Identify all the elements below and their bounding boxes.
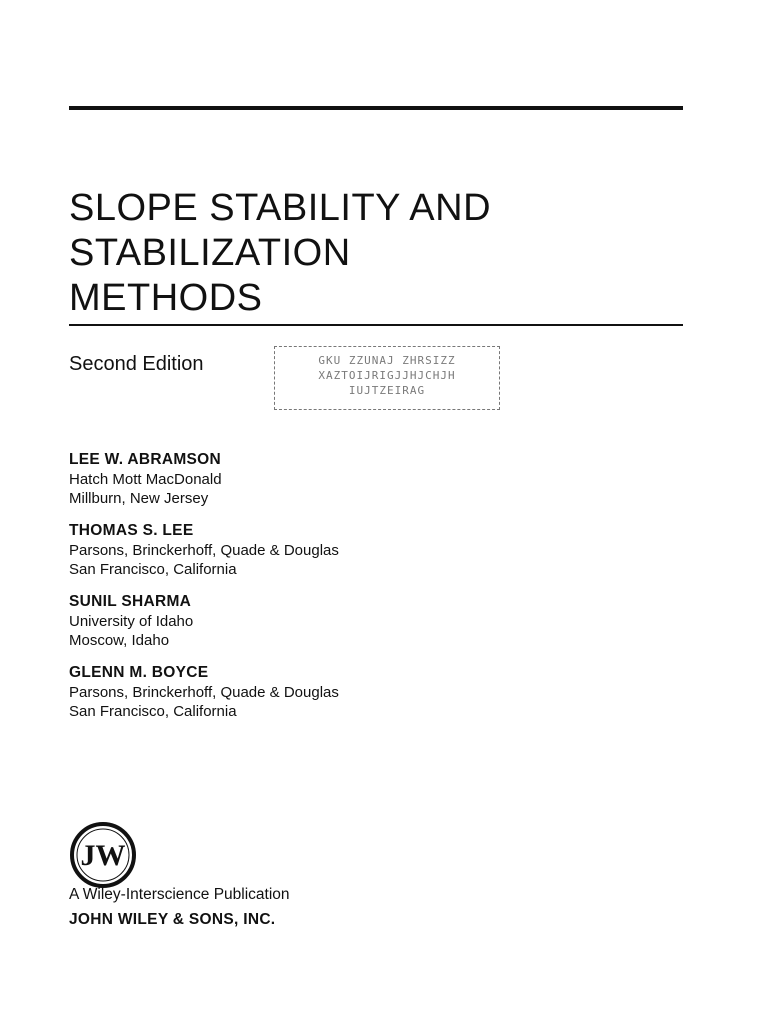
author-list	[69, 450, 519, 734]
author-name: GLENN M. BOYCE	[69, 664, 209, 681]
stamp-line-1: GKU ZZUNAJ ZHRSIZZ	[318, 354, 456, 367]
title-rule	[69, 324, 683, 326]
library-stamp	[274, 346, 500, 410]
author-affiliation: University of Idaho	[69, 613, 194, 630]
title-line-3: METHODS	[69, 277, 263, 319]
top-rule	[69, 106, 683, 110]
author-location: Moscow, Idaho	[69, 632, 170, 649]
author-block	[69, 521, 519, 579]
author-block	[69, 663, 519, 721]
author-block	[69, 450, 519, 508]
author-location: San Francisco, California	[69, 703, 237, 720]
wiley-logo-icon	[68, 820, 138, 890]
author-name: LEE W. ABRAMSON	[69, 451, 222, 468]
author-affiliation: Parsons, Brinckerhoff, Quade & Douglas	[69, 542, 339, 559]
author-block	[69, 592, 519, 650]
edition-label: Second Edition	[69, 353, 204, 375]
author-name: THOMAS S. LEE	[69, 522, 194, 539]
author-location: San Francisco, California	[69, 561, 237, 578]
author-location: Millburn, New Jersey	[69, 490, 209, 507]
publisher-name: JOHN WILEY & SONS, INC.	[69, 911, 276, 928]
publication-line: A Wiley-Interscience Publication	[69, 886, 290, 903]
title-line-2: STABILIZATION	[69, 232, 351, 274]
author-name: SUNIL SHARMA	[69, 593, 192, 610]
book-title	[69, 186, 689, 321]
author-affiliation: Hatch Mott MacDonald	[69, 471, 222, 488]
title-line-1: SLOPE STABILITY AND	[69, 187, 492, 229]
author-affiliation: Parsons, Brinckerhoff, Quade & Douglas	[69, 684, 339, 701]
logo-monogram: JW	[80, 839, 126, 872]
stamp-line-2: XAZTOIJRIGJJHJCHJH	[318, 369, 456, 382]
stamp-line-3: IUJTZEIRAG	[348, 384, 426, 397]
